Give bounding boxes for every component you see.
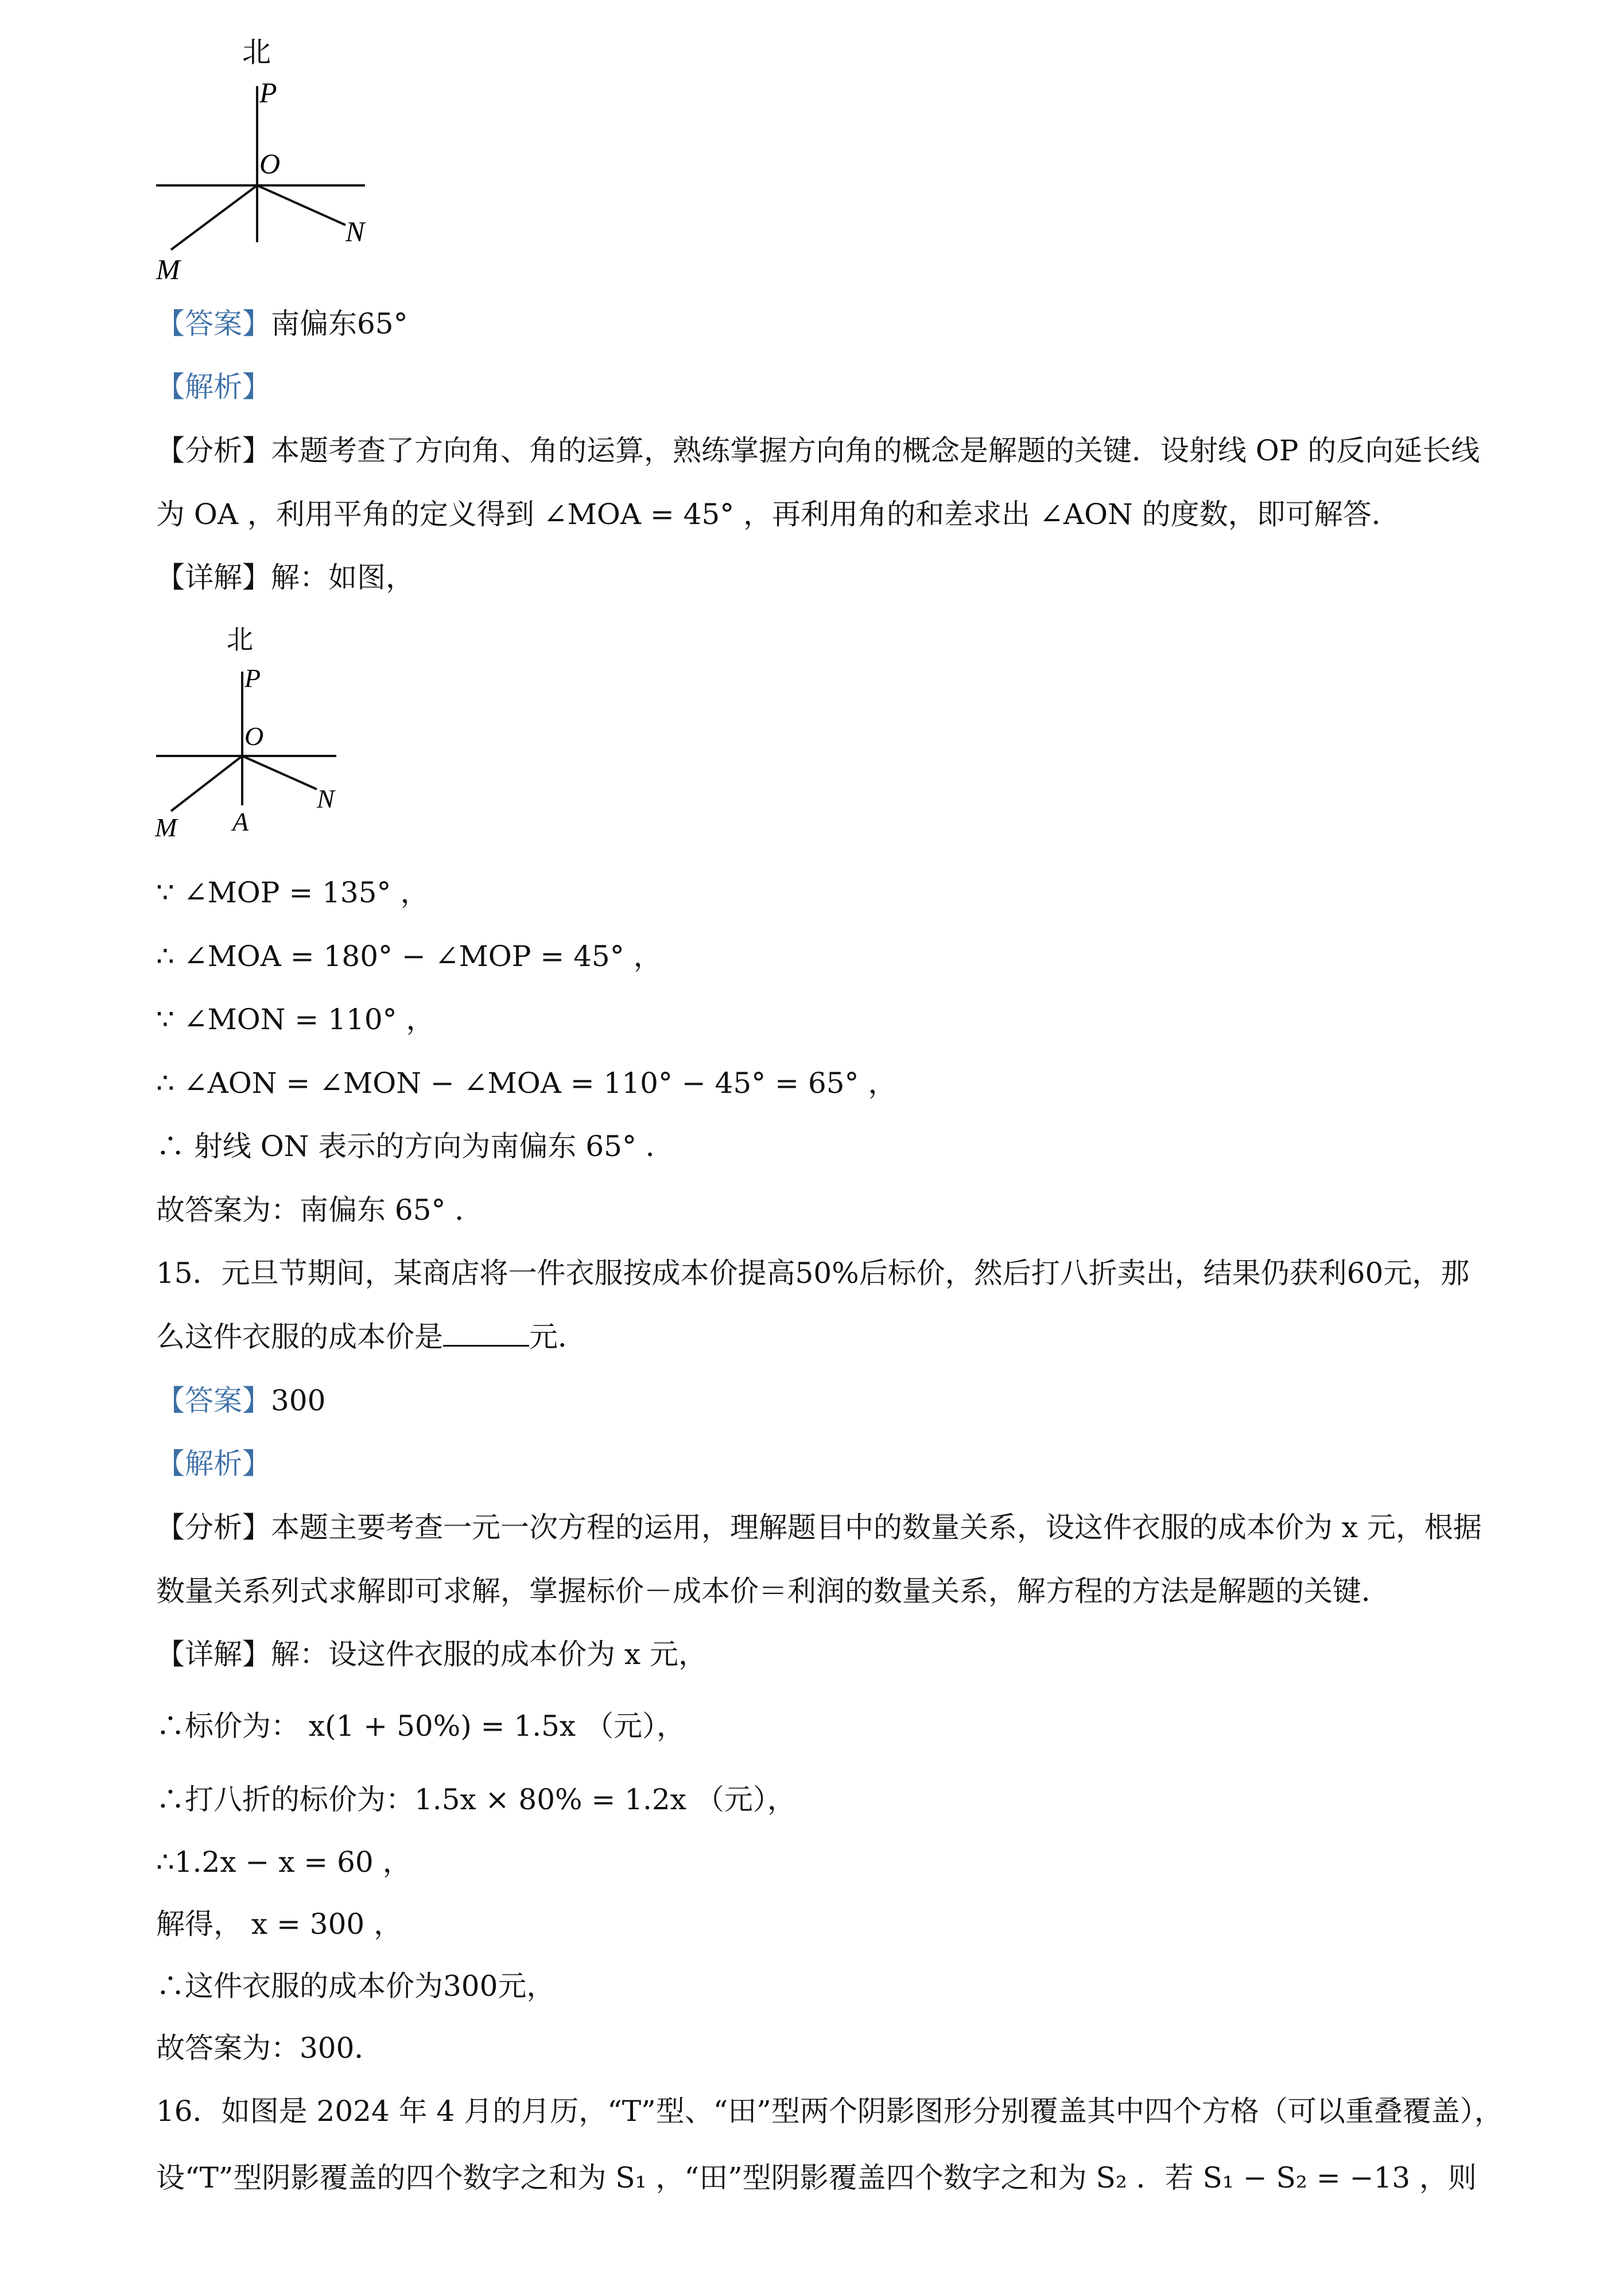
- q14-jiexi-line: [156, 369, 271, 405]
- q15-step: ∴1.2x − x = 60 ，: [156, 1845, 411, 1879]
- q15-stem-2a: 么这件衣服的成本价是: [156, 1320, 443, 1353]
- q15-jiexi-line: [156, 1445, 271, 1482]
- q15-answer: 300: [271, 1384, 326, 1417]
- analysis-tag: 【分析】: [156, 1511, 271, 1544]
- q15-step: ∴打八折的标价为：1.5x × 80% = 1.2x （元），: [156, 1783, 796, 1816]
- label-north: 北: [227, 625, 253, 654]
- q14-analysis-line-1: [156, 432, 1480, 469]
- label-O: O: [259, 148, 281, 180]
- label-N: N: [317, 784, 335, 813]
- answer-blank: [443, 1320, 529, 1347]
- label-O: O: [244, 722, 264, 751]
- q15-detail-line: [156, 1636, 707, 1673]
- q14-analysis-1: 本题考查了方向角、角的运算，熟练掌握方向角的概念是解题的关键．设射线 OP 的反向延长线: [271, 434, 1480, 467]
- label-P: P: [259, 76, 277, 108]
- q15-detail-1: 解：设这件衣服的成本价为 x 元，: [271, 1638, 707, 1671]
- q15-stem-2b: 元．: [529, 1320, 587, 1353]
- direction-diagram-2: [143, 623, 362, 852]
- detail-tag: 【详解】: [156, 561, 271, 594]
- q15-analysis-1: 本题主要考查一元一次方程的运用，理解题目中的数量关系，设这件衣服的成本价为 x 元，根据: [271, 1511, 1482, 1544]
- q14-detail-1: 解：如图，: [271, 561, 414, 594]
- q16-stem-line-1: 16．如图是 2024 年 4 月的月历，“T”型、“田”型两个阴影图形分别覆盖其中四个方格（可以重叠覆盖），: [156, 2095, 1503, 2128]
- q14-step: ∴ ∠MOA = 180° − ∠MOP = 45° ，: [156, 940, 662, 973]
- direction-diagram-1: [143, 34, 385, 298]
- q15-conclusion: 故答案为：300．: [156, 2031, 383, 2065]
- q15-stem-line-2: [156, 1318, 587, 1355]
- label-M: M: [156, 253, 180, 285]
- label-M: M: [155, 813, 177, 842]
- analysis-tag: 【分析】: [156, 434, 271, 467]
- detail-tag: 【详解】: [156, 1638, 271, 1671]
- q15-step: ∴标价为： x(1 + 50%) = 1.5x （元），: [156, 1709, 686, 1743]
- q14-detail-line: [156, 559, 414, 596]
- jiexi-tag: 【解析】: [156, 1447, 271, 1480]
- q15-answer-line: [156, 1382, 325, 1419]
- ray-ON: [242, 756, 317, 789]
- q14-answer: 南偏东65°: [271, 307, 408, 340]
- q14-step: ∴ ∠AON = ∠MON − ∠MOA = 110° − 45° = 65° ，: [156, 1066, 897, 1100]
- label-N: N: [345, 215, 365, 247]
- ray-ON: [257, 185, 345, 225]
- label-P: P: [244, 664, 261, 693]
- label-north: 北: [242, 36, 271, 68]
- answer-tag: 【答案】: [156, 307, 271, 340]
- q15-step: ∴这件衣服的成本价为300元，: [156, 1969, 556, 2003]
- q15-step: 解得， x = 300 ，: [156, 1907, 403, 1941]
- q14-answer-line: [156, 305, 408, 342]
- q14-step: ∴ 射线 ON 表示的方向为南偏东 65° ．: [156, 1130, 674, 1163]
- q15-analysis-line-2: 数量关系列式求解即可求解，掌握标价－成本价＝利润的数量关系，解方程的方法是解题的关键．: [156, 1574, 1390, 1608]
- q16-stem-line-2: 设“T”型阴影覆盖的四个数字之和为 S₁ ，“田”型阴影覆盖四个数字之和为 S₂ ．若 S₁ − S₂ = −13 ，则: [156, 2161, 1477, 2194]
- label-A: A: [232, 807, 249, 836]
- answer-tag: 【答案】: [156, 1384, 271, 1417]
- q14-step: ∵ ∠MON = 110° ，: [156, 1003, 435, 1036]
- q15-stem-line-1: 15．元旦节期间，某商店将一件衣服按成本价提高50%后标价，然后打八折卖出，结果仍获利60元，那: [156, 1256, 1470, 1290]
- q14-analysis-line-2: 为 OA ，利用平角的定义得到 ∠MOA = 45° ，再利用角的和差求出 ∠AON 的度数，即可解答．: [156, 498, 1400, 531]
- q14-step: ∵ ∠MOP = 135° ，: [156, 876, 429, 909]
- q15-analysis-line-1: [156, 1509, 1482, 1546]
- ray-OM: [171, 756, 242, 811]
- q14-conclusion: 故答案为：南偏东 65° ．: [156, 1193, 484, 1227]
- jiexi-tag: 【解析】: [156, 370, 271, 404]
- ray-OM: [171, 185, 257, 250]
